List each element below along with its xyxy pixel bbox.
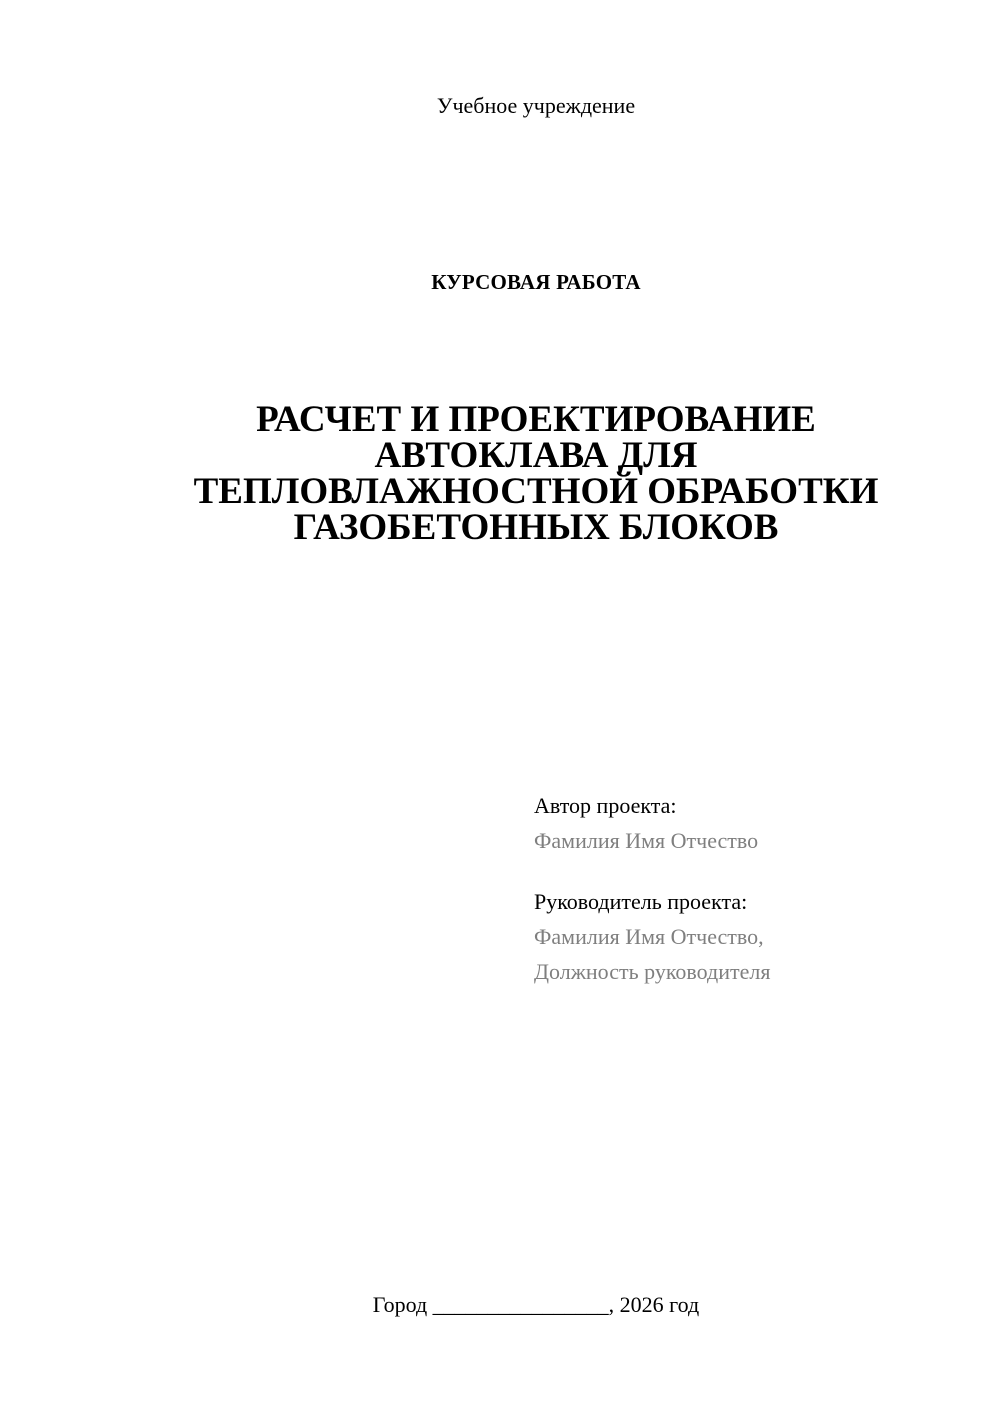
title-line-3: ТЕПЛОВЛАЖНОСТНОЙ ОБРАБОТКИ	[193, 471, 879, 512]
supervisor-position: Должность руководителя	[534, 959, 771, 984]
credits-block	[534, 788, 974, 989]
title-line-2: АВТОКЛАВА ДЛЯ	[374, 435, 698, 476]
document-title	[140, 399, 932, 548]
work-type-heading: КУРСОВАЯ РАБОТА	[431, 270, 641, 294]
supervisor-label: Руководитель проекта:	[534, 889, 748, 914]
author-label: Автор проекта:	[534, 793, 677, 818]
title-line-4: ГАЗОБЕТОННЫХ БЛОКОВ	[293, 507, 779, 548]
supervisor-name: Фамилия Имя Отчество,	[534, 924, 764, 949]
author-name: Фамилия Имя Отчество	[534, 828, 759, 853]
institution-name: Учебное учреждение	[436, 93, 636, 118]
credits-spacer	[534, 858, 974, 884]
title-line-1: РАСЧЕТ И ПРОЕКТИРОВАНИЕ	[256, 399, 816, 440]
city-year-footer: Город ________________, 2026 год	[372, 1292, 700, 1317]
